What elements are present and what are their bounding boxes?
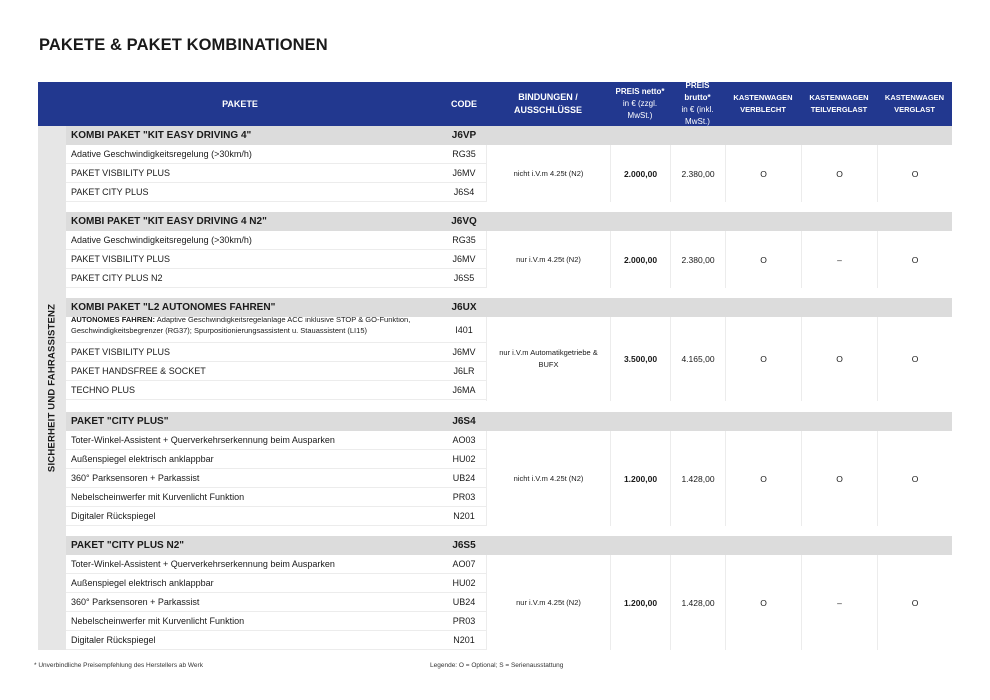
item-code: AO03	[452, 435, 476, 445]
package-group-kit-easy-driving-4	[66, 126, 952, 204]
item-code: AO07	[452, 559, 476, 569]
bindung-cell: nur i.V.m Automatikgetriebe & BUFX	[486, 317, 610, 401]
header-pakete: PAKETE	[222, 99, 258, 109]
package-name: PAKET "CITY PLUS"	[71, 416, 169, 427]
verglast-cell: O	[877, 431, 952, 526]
footer-legend: Legende: O = Optional; S = Serienausstattung	[430, 662, 564, 669]
header-brutto-line4: MwSt.)	[685, 117, 710, 126]
header-code: CODE	[450, 99, 477, 109]
table-row	[66, 164, 486, 183]
table-row	[66, 507, 486, 526]
package-code: J6S4	[452, 416, 476, 427]
teilverglast-cell: O	[801, 317, 877, 401]
table-row	[66, 612, 486, 631]
table-row	[66, 450, 486, 469]
table-row	[66, 593, 486, 612]
package-header-row	[66, 212, 952, 231]
preis-netto-cell: 3.500,00	[610, 317, 670, 401]
teilverglast-cell: O	[801, 431, 877, 526]
table-row	[66, 555, 486, 574]
table-row	[66, 574, 486, 593]
table-row	[66, 250, 486, 269]
item-name: Adative Geschwindigkeitsregelung (>30km/h)	[71, 149, 252, 159]
item-name: PAKET CITY PLUS N2	[71, 273, 163, 283]
package-header-row	[66, 536, 952, 555]
package-group-kit-easy-driving-4-n2	[66, 212, 952, 290]
page-title: PAKETE & PAKET KOMBINATIONEN	[39, 36, 328, 54]
table-row	[66, 631, 486, 650]
teilverglast-cell: O	[801, 145, 877, 202]
preis-netto-cell: 2.000,00	[610, 145, 670, 202]
header-verblecht-line1: KASTENWAGEN	[733, 93, 793, 102]
item-description	[71, 317, 431, 336]
table-row	[66, 381, 486, 400]
table-row	[66, 488, 486, 507]
bindung-cell: nur i.V.m 4.25t (N2)	[486, 231, 610, 288]
header-teilverglast-line2: TEILVERGLAST	[810, 105, 868, 114]
package-group-l2-autonomes-fahren	[66, 298, 952, 402]
item-code: I401	[455, 325, 473, 335]
header-preis-netto	[610, 82, 670, 126]
item-code: HU02	[452, 578, 476, 588]
item-name: TECHNO PLUS	[71, 385, 136, 395]
header-brutto-line1: PREIS	[685, 81, 710, 90]
table-row	[66, 317, 486, 343]
package-name: PAKET "CITY PLUS N2"	[71, 540, 185, 551]
header-kastenwagen-verblecht	[725, 82, 801, 126]
header-verglast-line2: VERGLAST	[894, 105, 935, 114]
verglast-cell: O	[877, 231, 952, 288]
preis-netto-cell: 1.200,00	[610, 555, 670, 650]
header-netto-line1: PREIS netto*	[615, 87, 665, 96]
item-code: J6LR	[453, 366, 475, 376]
header-teilverglast-line1: KASTENWAGEN	[809, 93, 869, 102]
item-code: HU02	[452, 454, 476, 464]
preis-brutto-cell: 1.428,00	[670, 555, 725, 650]
item-name: Außenspiegel elektrisch anklappbar	[71, 578, 214, 588]
package-name: KOMBI PAKET "KIT EASY DRIVING 4 N2"	[71, 216, 267, 227]
header-verblecht-line2: VERBLECHT	[740, 105, 786, 114]
table-row	[66, 431, 486, 450]
bindung-cell: nicht i.V.m 4.25t (N2)	[486, 145, 610, 202]
table-row	[66, 231, 486, 250]
header-kastenwagen-verglast	[877, 82, 952, 126]
bindung-cell: nur i.V.m 4.25t (N2)	[486, 555, 610, 650]
item-name: PAKET CITY PLUS	[71, 187, 149, 197]
verglast-cell: O	[877, 555, 952, 650]
verblecht-cell: O	[725, 555, 801, 650]
item-name: Digitaler Rückspiegel	[71, 511, 156, 521]
header-bindungen	[486, 82, 610, 126]
item-name: PAKET HANDSFREE & SOCKET	[71, 366, 206, 376]
package-header-row	[66, 298, 952, 317]
item-code: N201	[453, 635, 475, 645]
package-code: J6VQ	[451, 216, 477, 227]
teilverglast-cell: –	[801, 555, 877, 650]
item-name: PAKET VISBILITY PLUS	[71, 347, 171, 357]
header-preis-brutto	[670, 82, 725, 126]
header-bindungen-line2: AUSSCHLÜSSE	[513, 105, 582, 115]
item-code: RG35	[452, 149, 476, 159]
package-code: J6S5	[452, 540, 476, 551]
item-code: J6S5	[453, 273, 475, 283]
preis-brutto-cell: 2.380,00	[670, 231, 725, 288]
item-code: UB24	[452, 597, 476, 607]
bindung-cell: nicht i.V.m 4.25t (N2)	[486, 431, 610, 526]
verblecht-cell: O	[725, 145, 801, 202]
category-label: SICHERHEIT UND FAHRASSISTENZ	[46, 303, 58, 473]
footer-note: * Unverbindliche Preisempfehlung des Herstellers ab Werk	[34, 662, 203, 669]
table-row	[66, 269, 486, 288]
item-code: N201	[453, 511, 475, 521]
item-name: Toter-Winkel-Assistent + Querverkehrserkennung beim Ausparken	[71, 559, 335, 569]
item-code: PR03	[452, 616, 476, 626]
package-header-row	[66, 412, 952, 431]
header-netto-line3: MwSt.)	[627, 111, 653, 120]
package-name: KOMBI PAKET "KIT EASY DRIVING 4"	[71, 130, 252, 141]
package-table	[38, 81, 952, 645]
item-name-bold: AUTONOMES FAHREN:	[71, 317, 156, 324]
verblecht-cell: O	[725, 317, 801, 401]
header-bindungen-line1: BINDUNGEN /	[518, 92, 578, 102]
item-name: PAKET VISBILITY PLUS	[71, 254, 171, 264]
item-code: RG35	[452, 235, 476, 245]
item-name: Digitaler Rückspiegel	[71, 635, 156, 645]
preis-netto-cell: 1.200,00	[610, 431, 670, 526]
item-code: J6MV	[452, 254, 476, 264]
category-sidebar	[38, 126, 66, 650]
preis-brutto-cell: 2.380,00	[670, 145, 725, 202]
item-name: Nebelscheinwerfer mit Kurvenlicht Funktion	[71, 616, 245, 626]
header-brutto-line2: brutto*	[684, 93, 711, 102]
item-code: J6S4	[453, 187, 475, 197]
item-code: UB24	[452, 473, 476, 483]
header-kastenwagen-teilverglast	[801, 82, 877, 126]
package-group-city-plus	[66, 412, 952, 527]
header-netto-line2: in € (zzgl.	[622, 99, 658, 108]
preis-brutto-cell: 1.428,00	[670, 431, 725, 526]
verblecht-cell: O	[725, 231, 801, 288]
item-name: Außenspiegel elektrisch anklappbar	[71, 454, 214, 464]
preis-netto-cell: 2.000,00	[610, 231, 670, 288]
item-name: PAKET VISBILITY PLUS	[71, 168, 171, 178]
header-brutto-line3: in € (inkl.	[681, 105, 714, 114]
package-code: J6UX	[451, 302, 477, 313]
item-name: Nebelscheinwerfer mit Kurvenlicht Funktion	[71, 492, 245, 502]
table-row	[66, 183, 486, 202]
verglast-cell: O	[877, 317, 952, 401]
item-name: 360° Parksensoren + Parkassist	[71, 597, 200, 607]
item-name: Toter-Winkel-Assistent + Querverkehrserkennung beim Ausparken	[71, 435, 335, 445]
package-group-city-plus-n2	[66, 536, 952, 650]
package-code: J6VP	[451, 130, 477, 141]
package-header-row	[66, 126, 952, 145]
table-row	[66, 362, 486, 381]
teilverglast-cell: –	[801, 231, 877, 288]
table-row	[66, 469, 486, 488]
table-header	[38, 82, 952, 126]
item-code: J6MA	[452, 385, 476, 395]
item-code: PR03	[452, 492, 476, 502]
item-name: Adaptive Geschwindigkeitsregelanlage ACC inklusive STOP & GO-Funktion, Geschwindigkeitsbegrenzer (RG37); Spurpositionierungsassistent u. Stauassistent (LI15)	[71, 317, 411, 335]
item-name: 360° Parksensoren + Parkassist	[71, 473, 200, 483]
table-row	[66, 145, 486, 164]
item-code: J6MV	[452, 347, 476, 357]
table-row	[66, 343, 486, 362]
verblecht-cell: O	[725, 431, 801, 526]
item-name: Adative Geschwindigkeitsregelung (>30km/h)	[71, 235, 252, 245]
verglast-cell: O	[877, 145, 952, 202]
preis-brutto-cell: 4.165,00	[670, 317, 725, 401]
header-verglast-line1: KASTENWAGEN	[884, 93, 945, 102]
item-code: J6MV	[452, 168, 476, 178]
package-name: KOMBI PAKET "L2 AUTONOMES FAHREN"	[71, 302, 276, 313]
